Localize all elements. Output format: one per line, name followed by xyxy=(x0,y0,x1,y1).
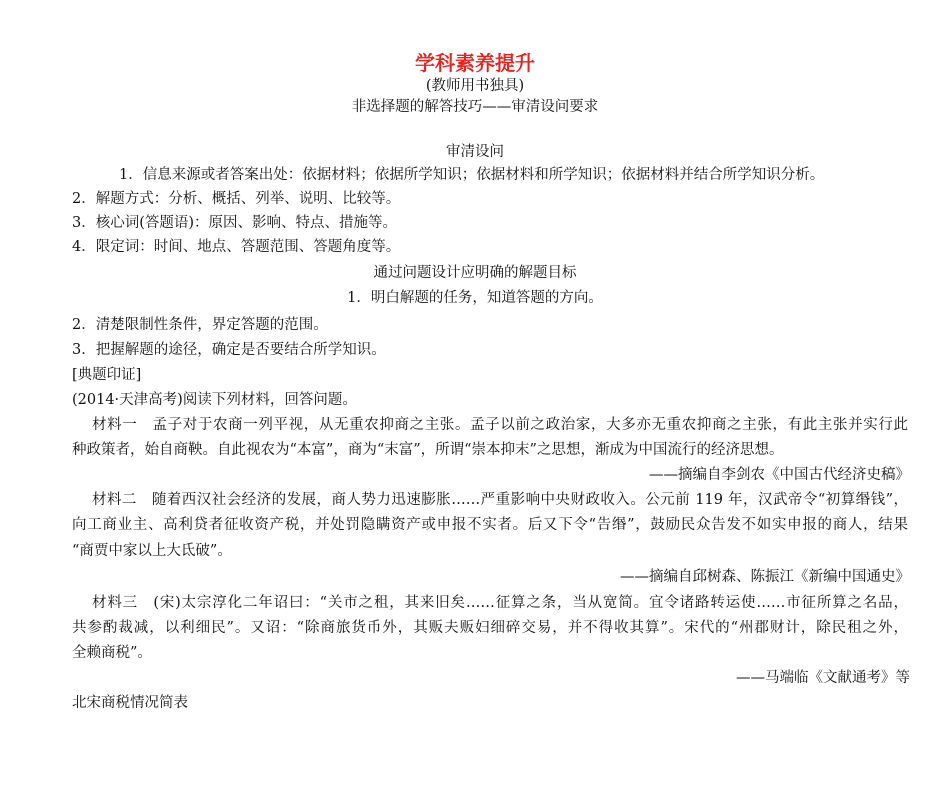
material1-source: ——摘编自李剑农《中国古代经济史稿》 xyxy=(649,467,910,483)
material1-line-2: 种政策者，始自商鞅。自此视农为“本富”，商为“末富”，所谓“崇本抑末”之思想，渐成为中国流行的经济思想。 xyxy=(72,442,784,458)
section2-item-1: 1．明白解题的任务，知道答题的方向。 xyxy=(347,290,603,306)
table-caption: 北宋商税情况简表 xyxy=(72,695,188,711)
document-title: 学科素养提升 xyxy=(415,51,535,75)
material3-line-3: 全赖商税”。 xyxy=(72,645,152,661)
material3-source: ——马端临《文献通考》等 xyxy=(736,670,910,686)
material1-line-1: 材料一 孟子对于农商一列平视，从无重农抑商之主张。孟子以前之政治家，大多亦无重农抑商之主张，有此主张并实行此 xyxy=(92,417,908,433)
material2-source: ——摘编自邱树森、陈振江《新编中国通史》 xyxy=(620,569,910,585)
teacher-note: (教师用书独具) xyxy=(425,78,525,94)
material2-line-2: 向工商业主、高利贷者征收资产税，并处罚隐瞒资产或申报不实者。后又下令“告缗”，鼓励民众告发不如实申报的商人，结果 xyxy=(72,517,908,533)
section2-item-2: 2．清楚限制性条件，界定答题的范围。 xyxy=(72,317,328,333)
material2-line-3: “商贾中家以上大氐破”。 xyxy=(72,543,232,559)
section1-item-3: 3．核心词(答题语)：原因、影响、特点、措施等。 xyxy=(72,215,398,231)
document-subtitle: 非选择题的解答技巧——审清设问要求 xyxy=(351,99,599,115)
material3-line-1: 材料三 (宋)太宗淳化二年诏曰：“关市之租，其来旧矣……征算之条，当从宽简。宜令诸路转运使……市征所算之名品， xyxy=(92,595,908,611)
section-heading-1: 审清设问 xyxy=(446,144,504,160)
example-label: [典题印证] xyxy=(72,367,142,383)
section1-item-2: 2．解题方式：分析、概括、列举、说明、比较等。 xyxy=(72,191,401,207)
section-heading-2: 通过问题设计应明确的解题目标 xyxy=(373,265,577,281)
material3-line-2: 共参酌裁减，以利细民”。又诏：“除商旅货币外，其贩夫贩妇细碎交易，并不得收其算”。宋代的“州郡财计，除民租之外， xyxy=(72,620,908,636)
material2-line-1: 材料二 随着西汉社会经济的发展，商人势力迅速膨胀……严重影响中央财政收入。公元前 119 年，汉武帝令“初算缗钱”， xyxy=(92,492,908,508)
section1-item-1: 1．信息来源或者答案出处：依据材料；依据所学知识；依据材料和所学知识；依据材料并结合所学知识分析。 xyxy=(119,167,825,183)
section1-item-4: 4．限定词：时间、地点、答题范围、答题角度等。 xyxy=(72,239,401,255)
section2-item-3: 3．把握解题的途径，确定是否要结合所学知识。 xyxy=(72,342,386,358)
example-intro: (2014·天津高考)阅读下列材料，回答问题。 xyxy=(72,392,357,408)
